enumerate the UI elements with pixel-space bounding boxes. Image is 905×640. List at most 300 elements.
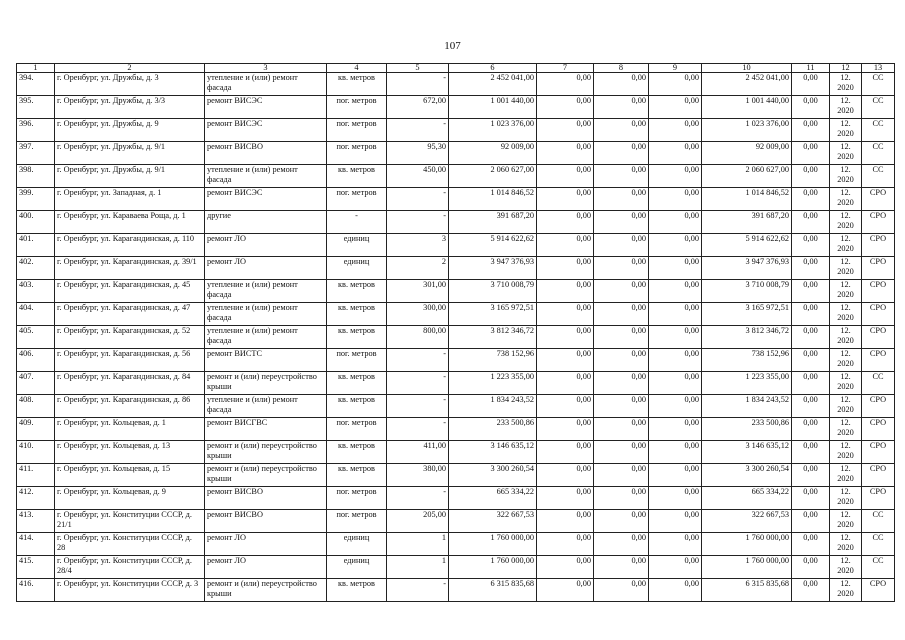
cell-completion-date: 12. 2020 [830, 441, 862, 464]
cell-row-number: 405. [17, 326, 55, 349]
cell-funding-method: СС [862, 533, 895, 556]
cell-cost-11: 0,00 [792, 257, 830, 280]
cell-work-type: ремонт ВИСТС [205, 349, 327, 372]
table-row [17, 211, 895, 234]
cell-completion-date: 12. 2020 [830, 119, 862, 142]
cell-address: г. Оренбург, ул. Кольцевая, д. 9 [55, 487, 205, 510]
cell-cost-9: 0,00 [649, 372, 702, 395]
cell-cost-7: 0,00 [537, 349, 594, 372]
cell-cost-8: 0,00 [594, 165, 649, 188]
cell-cost-9: 0,00 [649, 165, 702, 188]
cell-completion-date: 12. 2020 [830, 96, 862, 119]
cell-cost-9: 0,00 [649, 234, 702, 257]
cell-cost-11: 0,00 [792, 326, 830, 349]
cell-cost-10: 391 687,20 [702, 211, 792, 234]
cell-address: г. Оренбург, ул. Карагандинская, д. 47 [55, 303, 205, 326]
cell-work-type: ремонт ВИСЭС [205, 96, 327, 119]
cell-funding-method: СС [862, 556, 895, 579]
cell-unit: кв. метров [327, 303, 387, 326]
cell-unit: кв. метров [327, 326, 387, 349]
cell-total-cost: 92 009,00 [449, 142, 537, 165]
cell-cost-11: 0,00 [792, 464, 830, 487]
cell-volume: - [387, 211, 449, 234]
column-header-3: 3 [205, 64, 327, 73]
cell-cost-8: 0,00 [594, 73, 649, 96]
cell-row-number: 399. [17, 188, 55, 211]
cell-unit: кв. метров [327, 280, 387, 303]
cell-cost-11: 0,00 [792, 579, 830, 602]
cell-row-number: 396. [17, 119, 55, 142]
column-header-8: 8 [594, 64, 649, 73]
column-header-1: 1 [17, 64, 55, 73]
cell-work-type: утепление и (или) ремонт фасада [205, 280, 327, 303]
cell-cost-11: 0,00 [792, 349, 830, 372]
cell-funding-method: СРО [862, 211, 895, 234]
cell-work-type: ремонт ЛО [205, 533, 327, 556]
cell-total-cost: 2 060 627,00 [449, 165, 537, 188]
cell-cost-10: 3 812 346,72 [702, 326, 792, 349]
cell-cost-10: 233 500,86 [702, 418, 792, 441]
column-header-10: 10 [702, 64, 792, 73]
table-row [17, 441, 895, 464]
cell-row-number: 400. [17, 211, 55, 234]
column-header-2: 2 [55, 64, 205, 73]
cell-work-type: ремонт и (или) переустройство крыши [205, 464, 327, 487]
cell-funding-method: СС [862, 119, 895, 142]
cell-work-type: утепление и (или) ремонт фасада [205, 303, 327, 326]
cell-work-type: ремонт ВИСГВС [205, 418, 327, 441]
cell-cost-8: 0,00 [594, 533, 649, 556]
cell-completion-date: 12. 2020 [830, 533, 862, 556]
cell-cost-10: 3 947 376,93 [702, 257, 792, 280]
cell-cost-10: 1 223 355,00 [702, 372, 792, 395]
cell-volume: - [387, 119, 449, 142]
cell-total-cost: 6 315 835,68 [449, 579, 537, 602]
cell-volume: - [387, 395, 449, 418]
cell-volume: 301,00 [387, 280, 449, 303]
cell-address: г. Оренбург, ул. Конституции СССР, д. 3 [55, 579, 205, 602]
cell-cost-9: 0,00 [649, 510, 702, 533]
cell-funding-method: СРО [862, 188, 895, 211]
cell-completion-date: 12. 2020 [830, 188, 862, 211]
cell-cost-11: 0,00 [792, 280, 830, 303]
cell-cost-9: 0,00 [649, 188, 702, 211]
cell-address: г. Оренбург, ул. Карагандинская, д. 56 [55, 349, 205, 372]
cell-cost-10: 92 009,00 [702, 142, 792, 165]
cell-completion-date: 12. 2020 [830, 326, 862, 349]
cell-cost-8: 0,00 [594, 257, 649, 280]
cell-cost-8: 0,00 [594, 418, 649, 441]
cell-cost-7: 0,00 [537, 73, 594, 96]
cell-cost-11: 0,00 [792, 119, 830, 142]
cell-unit: кв. метров [327, 73, 387, 96]
cell-unit: кв. метров [327, 464, 387, 487]
cell-work-type: утепление и (или) ремонт фасада [205, 326, 327, 349]
cell-work-type: ремонт ЛО [205, 234, 327, 257]
cell-address: г. Оренбург, ул. Караваева Роща, д. 1 [55, 211, 205, 234]
cell-completion-date: 12. 2020 [830, 142, 862, 165]
cell-total-cost: 3 710 008,79 [449, 280, 537, 303]
cell-cost-9: 0,00 [649, 487, 702, 510]
cell-cost-9: 0,00 [649, 211, 702, 234]
cell-total-cost: 3 300 260,54 [449, 464, 537, 487]
cell-cost-11: 0,00 [792, 234, 830, 257]
cell-address: г. Оренбург, ул. Кольцевая, д. 1 [55, 418, 205, 441]
cell-volume: 450,00 [387, 165, 449, 188]
cell-completion-date: 12. 2020 [830, 372, 862, 395]
cell-cost-10: 2 452 041,00 [702, 73, 792, 96]
cell-unit: единиц [327, 556, 387, 579]
cell-cost-9: 0,00 [649, 556, 702, 579]
cell-work-type: ремонт ВИСВО [205, 510, 327, 533]
cell-volume: - [387, 372, 449, 395]
cell-cost-7: 0,00 [537, 579, 594, 602]
cell-completion-date: 12. 2020 [830, 73, 862, 96]
cell-cost-10: 3 146 635,12 [702, 441, 792, 464]
cell-cost-7: 0,00 [537, 441, 594, 464]
column-header-9: 9 [649, 64, 702, 73]
cell-completion-date: 12. 2020 [830, 349, 862, 372]
cell-completion-date: 12. 2020 [830, 303, 862, 326]
cell-total-cost: 3 165 972,51 [449, 303, 537, 326]
cell-cost-7: 0,00 [537, 464, 594, 487]
cell-cost-7: 0,00 [537, 257, 594, 280]
cell-cost-10: 5 914 622,62 [702, 234, 792, 257]
cell-cost-11: 0,00 [792, 188, 830, 211]
table-row [17, 326, 895, 349]
cell-total-cost: 738 152,96 [449, 349, 537, 372]
cell-cost-7: 0,00 [537, 303, 594, 326]
table-row [17, 165, 895, 188]
cell-cost-10: 1 760 000,00 [702, 533, 792, 556]
cell-cost-8: 0,00 [594, 441, 649, 464]
cell-address: г. Оренбург, ул. Карагандинская, д. 110 [55, 234, 205, 257]
cell-work-type: другие [205, 211, 327, 234]
cell-completion-date: 12. 2020 [830, 165, 862, 188]
cell-volume: 2 [387, 257, 449, 280]
cell-total-cost: 3 812 346,72 [449, 326, 537, 349]
cell-completion-date: 12. 2020 [830, 395, 862, 418]
cell-cost-8: 0,00 [594, 464, 649, 487]
table-row [17, 119, 895, 142]
cell-cost-7: 0,00 [537, 326, 594, 349]
cell-funding-method: СРО [862, 257, 895, 280]
cell-unit: пог. метров [327, 188, 387, 211]
cell-address: г. Оренбург, ул. Кольцевая, д. 13 [55, 441, 205, 464]
cell-address: г. Оренбург, ул. Конституции СССР, д. 28 [55, 533, 205, 556]
cell-unit: пог. метров [327, 142, 387, 165]
cell-cost-11: 0,00 [792, 533, 830, 556]
cell-row-number: 404. [17, 303, 55, 326]
cell-unit: пог. метров [327, 119, 387, 142]
cell-funding-method: СРО [862, 487, 895, 510]
cell-cost-11: 0,00 [792, 303, 830, 326]
cell-total-cost: 1 223 355,00 [449, 372, 537, 395]
table-row [17, 556, 895, 579]
table-row [17, 280, 895, 303]
cell-completion-date: 12. 2020 [830, 464, 862, 487]
cell-unit: - [327, 211, 387, 234]
cell-address: г. Оренбург, ул. Дружбы, д. 9/1 [55, 165, 205, 188]
cell-cost-10: 1 760 000,00 [702, 556, 792, 579]
cell-volume: - [387, 487, 449, 510]
cell-cost-8: 0,00 [594, 326, 649, 349]
repair-program-table [16, 63, 895, 602]
cell-funding-method: СРО [862, 280, 895, 303]
cell-completion-date: 12. 2020 [830, 579, 862, 602]
cell-total-cost: 3 146 635,12 [449, 441, 537, 464]
cell-cost-9: 0,00 [649, 418, 702, 441]
cell-funding-method: СРО [862, 418, 895, 441]
cell-completion-date: 12. 2020 [830, 556, 862, 579]
cell-row-number: 395. [17, 96, 55, 119]
cell-cost-8: 0,00 [594, 96, 649, 119]
column-header-6: 6 [449, 64, 537, 73]
cell-cost-11: 0,00 [792, 142, 830, 165]
table-body [17, 73, 895, 602]
cell-row-number: 416. [17, 579, 55, 602]
cell-row-number: 414. [17, 533, 55, 556]
cell-cost-10: 6 315 835,68 [702, 579, 792, 602]
cell-cost-9: 0,00 [649, 395, 702, 418]
cell-work-type: утепление и (или) ремонт фасада [205, 73, 327, 96]
cell-volume: 1 [387, 533, 449, 556]
cell-volume: - [387, 349, 449, 372]
cell-funding-method: СРО [862, 234, 895, 257]
column-header-12: 12 [830, 64, 862, 73]
cell-cost-9: 0,00 [649, 142, 702, 165]
cell-completion-date: 12. 2020 [830, 510, 862, 533]
cell-completion-date: 12. 2020 [830, 418, 862, 441]
table-row [17, 73, 895, 96]
cell-cost-9: 0,00 [649, 441, 702, 464]
cell-cost-10: 3 300 260,54 [702, 464, 792, 487]
cell-cost-8: 0,00 [594, 487, 649, 510]
table-row [17, 257, 895, 280]
cell-work-type: ремонт ВИСЭС [205, 119, 327, 142]
cell-cost-7: 0,00 [537, 280, 594, 303]
cell-total-cost: 1 001 440,00 [449, 96, 537, 119]
column-header-5: 5 [387, 64, 449, 73]
cell-cost-9: 0,00 [649, 464, 702, 487]
cell-cost-8: 0,00 [594, 349, 649, 372]
cell-cost-10: 3 710 008,79 [702, 280, 792, 303]
cell-funding-method: СРО [862, 349, 895, 372]
cell-cost-9: 0,00 [649, 326, 702, 349]
cell-funding-method: СРО [862, 579, 895, 602]
cell-cost-7: 0,00 [537, 395, 594, 418]
cell-cost-7: 0,00 [537, 119, 594, 142]
cell-cost-7: 0,00 [537, 556, 594, 579]
cell-total-cost: 1 023 376,00 [449, 119, 537, 142]
cell-cost-8: 0,00 [594, 579, 649, 602]
cell-cost-8: 0,00 [594, 211, 649, 234]
cell-row-number: 401. [17, 234, 55, 257]
cell-funding-method: СРО [862, 441, 895, 464]
cell-cost-9: 0,00 [649, 96, 702, 119]
cell-row-number: 410. [17, 441, 55, 464]
cell-unit: единиц [327, 257, 387, 280]
cell-work-type: ремонт и (или) переустройство крыши [205, 579, 327, 602]
cell-cost-10: 665 334,22 [702, 487, 792, 510]
table-row [17, 303, 895, 326]
cell-cost-11: 0,00 [792, 441, 830, 464]
table-row [17, 234, 895, 257]
table-row [17, 418, 895, 441]
table-row [17, 96, 895, 119]
cell-address: г. Оренбург, ул. Конституции СССР, д. 28/4 [55, 556, 205, 579]
cell-cost-8: 0,00 [594, 280, 649, 303]
cell-cost-11: 0,00 [792, 73, 830, 96]
cell-row-number: 394. [17, 73, 55, 96]
cell-volume: - [387, 579, 449, 602]
cell-total-cost: 5 914 622,62 [449, 234, 537, 257]
cell-total-cost: 1 014 846,52 [449, 188, 537, 211]
cell-volume: 1 [387, 556, 449, 579]
cell-total-cost: 1 760 000,00 [449, 556, 537, 579]
cell-address: г. Оренбург, ул. Дружбы, д. 9 [55, 119, 205, 142]
cell-cost-8: 0,00 [594, 395, 649, 418]
table-row [17, 395, 895, 418]
cell-total-cost: 233 500,86 [449, 418, 537, 441]
cell-address: г. Оренбург, ул. Карагандинская, д. 86 [55, 395, 205, 418]
cell-total-cost: 665 334,22 [449, 487, 537, 510]
cell-cost-10: 1 001 440,00 [702, 96, 792, 119]
cell-cost-11: 0,00 [792, 96, 830, 119]
cell-address: г. Оренбург, ул. Западная, д. 1 [55, 188, 205, 211]
cell-cost-11: 0,00 [792, 487, 830, 510]
cell-work-type: ремонт ВИСЭС [205, 188, 327, 211]
cell-total-cost: 1 834 243,52 [449, 395, 537, 418]
cell-completion-date: 12. 2020 [830, 234, 862, 257]
cell-cost-9: 0,00 [649, 533, 702, 556]
cell-work-type: утепление и (или) ремонт фасада [205, 395, 327, 418]
cell-volume: - [387, 418, 449, 441]
cell-unit: кв. метров [327, 579, 387, 602]
cell-cost-9: 0,00 [649, 257, 702, 280]
cell-unit: единиц [327, 533, 387, 556]
cell-cost-11: 0,00 [792, 556, 830, 579]
cell-unit: кв. метров [327, 395, 387, 418]
cell-completion-date: 12. 2020 [830, 280, 862, 303]
cell-completion-date: 12. 2020 [830, 257, 862, 280]
cell-row-number: 409. [17, 418, 55, 441]
cell-cost-8: 0,00 [594, 188, 649, 211]
cell-volume: 800,00 [387, 326, 449, 349]
cell-work-type: ремонт ВИСВО [205, 487, 327, 510]
cell-work-type: утепление и (или) ремонт фасада [205, 165, 327, 188]
cell-volume: 205,00 [387, 510, 449, 533]
cell-address: г. Оренбург, ул. Дружбы, д. 9/1 [55, 142, 205, 165]
table-row [17, 188, 895, 211]
cell-row-number: 407. [17, 372, 55, 395]
cell-total-cost: 3 947 376,93 [449, 257, 537, 280]
cell-unit: пог. метров [327, 510, 387, 533]
column-header-13: 13 [862, 64, 895, 73]
cell-funding-method: СРО [862, 326, 895, 349]
cell-work-type: ремонт ВИСВО [205, 142, 327, 165]
cell-cost-8: 0,00 [594, 556, 649, 579]
cell-cost-7: 0,00 [537, 234, 594, 257]
cell-row-number: 415. [17, 556, 55, 579]
cell-volume: - [387, 73, 449, 96]
cell-cost-7: 0,00 [537, 533, 594, 556]
cell-volume: 95,30 [387, 142, 449, 165]
cell-funding-method: СРО [862, 395, 895, 418]
cell-address: г. Оренбург, ул. Конституции СССР, д. 21/1 [55, 510, 205, 533]
cell-unit: пог. метров [327, 96, 387, 119]
cell-row-number: 398. [17, 165, 55, 188]
cell-cost-8: 0,00 [594, 372, 649, 395]
cell-cost-7: 0,00 [537, 96, 594, 119]
cell-cost-10: 1 023 376,00 [702, 119, 792, 142]
cell-address: г. Оренбург, ул. Карагандинская, д. 39/1 [55, 257, 205, 280]
cell-funding-method: СС [862, 510, 895, 533]
cell-funding-method: СРО [862, 464, 895, 487]
cell-work-type: ремонт и (или) переустройство крыши [205, 372, 327, 395]
cell-funding-method: СС [862, 142, 895, 165]
cell-cost-10: 322 667,53 [702, 510, 792, 533]
cell-total-cost: 1 760 000,00 [449, 533, 537, 556]
table-row [17, 464, 895, 487]
cell-cost-7: 0,00 [537, 372, 594, 395]
cell-row-number: 411. [17, 464, 55, 487]
cell-work-type: ремонт ЛО [205, 556, 327, 579]
column-header-11: 11 [792, 64, 830, 73]
cell-cost-7: 0,00 [537, 142, 594, 165]
cell-unit: кв. метров [327, 165, 387, 188]
cell-volume: 672,00 [387, 96, 449, 119]
cell-row-number: 397. [17, 142, 55, 165]
cell-cost-7: 0,00 [537, 165, 594, 188]
cell-address: г. Оренбург, ул. Кольцевая, д. 15 [55, 464, 205, 487]
cell-cost-7: 0,00 [537, 188, 594, 211]
cell-cost-10: 1 834 243,52 [702, 395, 792, 418]
cell-cost-10: 738 152,96 [702, 349, 792, 372]
cell-row-number: 412. [17, 487, 55, 510]
table-row [17, 372, 895, 395]
column-header-7: 7 [537, 64, 594, 73]
cell-row-number: 402. [17, 257, 55, 280]
cell-cost-8: 0,00 [594, 119, 649, 142]
cell-cost-10: 2 060 627,00 [702, 165, 792, 188]
cell-work-type: ремонт и (или) переустройство крыши [205, 441, 327, 464]
cell-address: г. Оренбург, ул. Карагандинская, д. 52 [55, 326, 205, 349]
cell-address: г. Оренбург, ул. Дружбы, д. 3/3 [55, 96, 205, 119]
cell-cost-9: 0,00 [649, 579, 702, 602]
column-header-4: 4 [327, 64, 387, 73]
cell-total-cost: 322 667,53 [449, 510, 537, 533]
cell-funding-method: СРО [862, 303, 895, 326]
cell-cost-10: 1 014 846,52 [702, 188, 792, 211]
cell-completion-date: 12. 2020 [830, 487, 862, 510]
cell-volume: 3 [387, 234, 449, 257]
cell-cost-11: 0,00 [792, 395, 830, 418]
cell-cost-9: 0,00 [649, 349, 702, 372]
cell-funding-method: СС [862, 73, 895, 96]
cell-total-cost: 391 687,20 [449, 211, 537, 234]
table-row [17, 510, 895, 533]
cell-row-number: 413. [17, 510, 55, 533]
cell-unit: кв. метров [327, 441, 387, 464]
cell-cost-11: 0,00 [792, 510, 830, 533]
cell-volume: 300,00 [387, 303, 449, 326]
cell-row-number: 403. [17, 280, 55, 303]
cell-funding-method: СС [862, 165, 895, 188]
cell-unit: пог. метров [327, 487, 387, 510]
cell-cost-11: 0,00 [792, 418, 830, 441]
cell-unit: пог. метров [327, 349, 387, 372]
